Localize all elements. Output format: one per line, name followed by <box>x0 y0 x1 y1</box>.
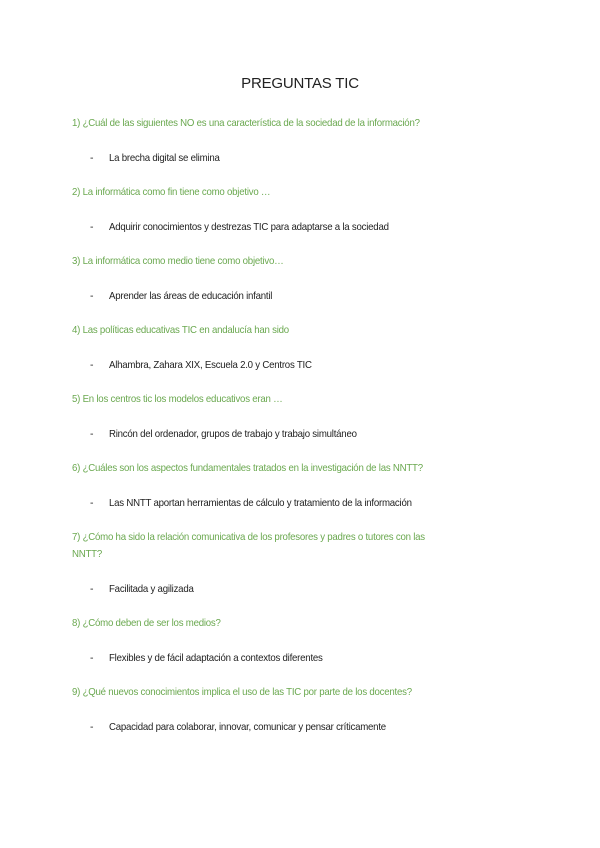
qa-item-6 <box>72 460 532 510</box>
question-6: 6) ¿Cuáles son los aspectos fundamentales tratados en la investigación de las NNTT? <box>72 462 423 474</box>
bullet-dash: - <box>90 583 94 595</box>
qa-item-5 <box>72 391 532 441</box>
answer-text: Aprender las áreas de educación infantil <box>109 290 273 302</box>
question-1: 1) ¿Cuál de las siguientes NO es una característica de la sociedad de la información? <box>72 117 420 129</box>
question-4: 4) Las políticas educativas TIC en andalucía han sido <box>72 324 289 336</box>
answer-4 <box>72 358 532 372</box>
answer-text: Facilitada y agilizada <box>109 583 194 595</box>
answer-9 <box>72 720 532 734</box>
bullet-dash: - <box>90 221 94 233</box>
answer-text: Adquirir conocimientos y destrezas TIC para adaptarse a la sociedad <box>109 221 389 233</box>
answer-7 <box>72 582 532 596</box>
bullet-dash: - <box>90 652 94 664</box>
question-3: 3) La informática como medio tiene como objetivo… <box>72 255 284 267</box>
question-7: 7) ¿Cómo ha sido la relación comunicativa de los profesores y padres o tutores con las NNTT? <box>72 531 425 560</box>
question-9: 9) ¿Qué nuevos conocimientos implica el uso de las TIC por parte de los docentes? <box>72 686 412 698</box>
qa-item-9 <box>72 684 532 734</box>
question-8: 8) ¿Cómo deben de ser los medios? <box>72 617 221 629</box>
answer-text: La brecha digital se elimina <box>109 152 220 164</box>
answer-6 <box>72 496 532 510</box>
bullet-dash: - <box>90 290 94 302</box>
question-2: 2) La informática como fin tiene como objetivo … <box>72 186 271 198</box>
bullet-dash: - <box>90 497 94 509</box>
page-title: PREGUNTAS TIC <box>241 75 359 92</box>
qa-item-3 <box>72 253 532 303</box>
answer-text: Alhambra, Zahara XIX, Escuela 2.0 y Centros TIC <box>109 359 312 371</box>
qa-item-1 <box>72 115 532 165</box>
answer-text: Capacidad para colaborar, innovar, comunicar y pensar críticamente <box>109 721 386 733</box>
answer-8 <box>72 651 532 665</box>
qa-item-4 <box>72 322 532 372</box>
answer-5 <box>72 427 532 441</box>
qa-item-8 <box>72 615 532 665</box>
bullet-dash: - <box>90 721 94 733</box>
answer-2 <box>72 220 532 234</box>
answer-1 <box>72 151 532 165</box>
answer-text: Las NNTT aportan herramientas de cálculo y tratamiento de la información <box>109 497 412 509</box>
answer-text: Flexibles y de fácil adaptación a contextos diferentes <box>109 652 323 664</box>
question-5: 5) En los centros tic los modelos educativos eran … <box>72 393 283 405</box>
bullet-dash: - <box>90 428 94 440</box>
answer-text: Rincón del ordenador, grupos de trabajo y trabajo simultáneo <box>109 428 357 440</box>
answer-3 <box>72 289 532 303</box>
qa-item-2 <box>72 184 532 234</box>
bullet-dash: - <box>90 152 94 164</box>
bullet-dash: - <box>90 359 94 371</box>
qa-item-7 <box>72 529 532 596</box>
